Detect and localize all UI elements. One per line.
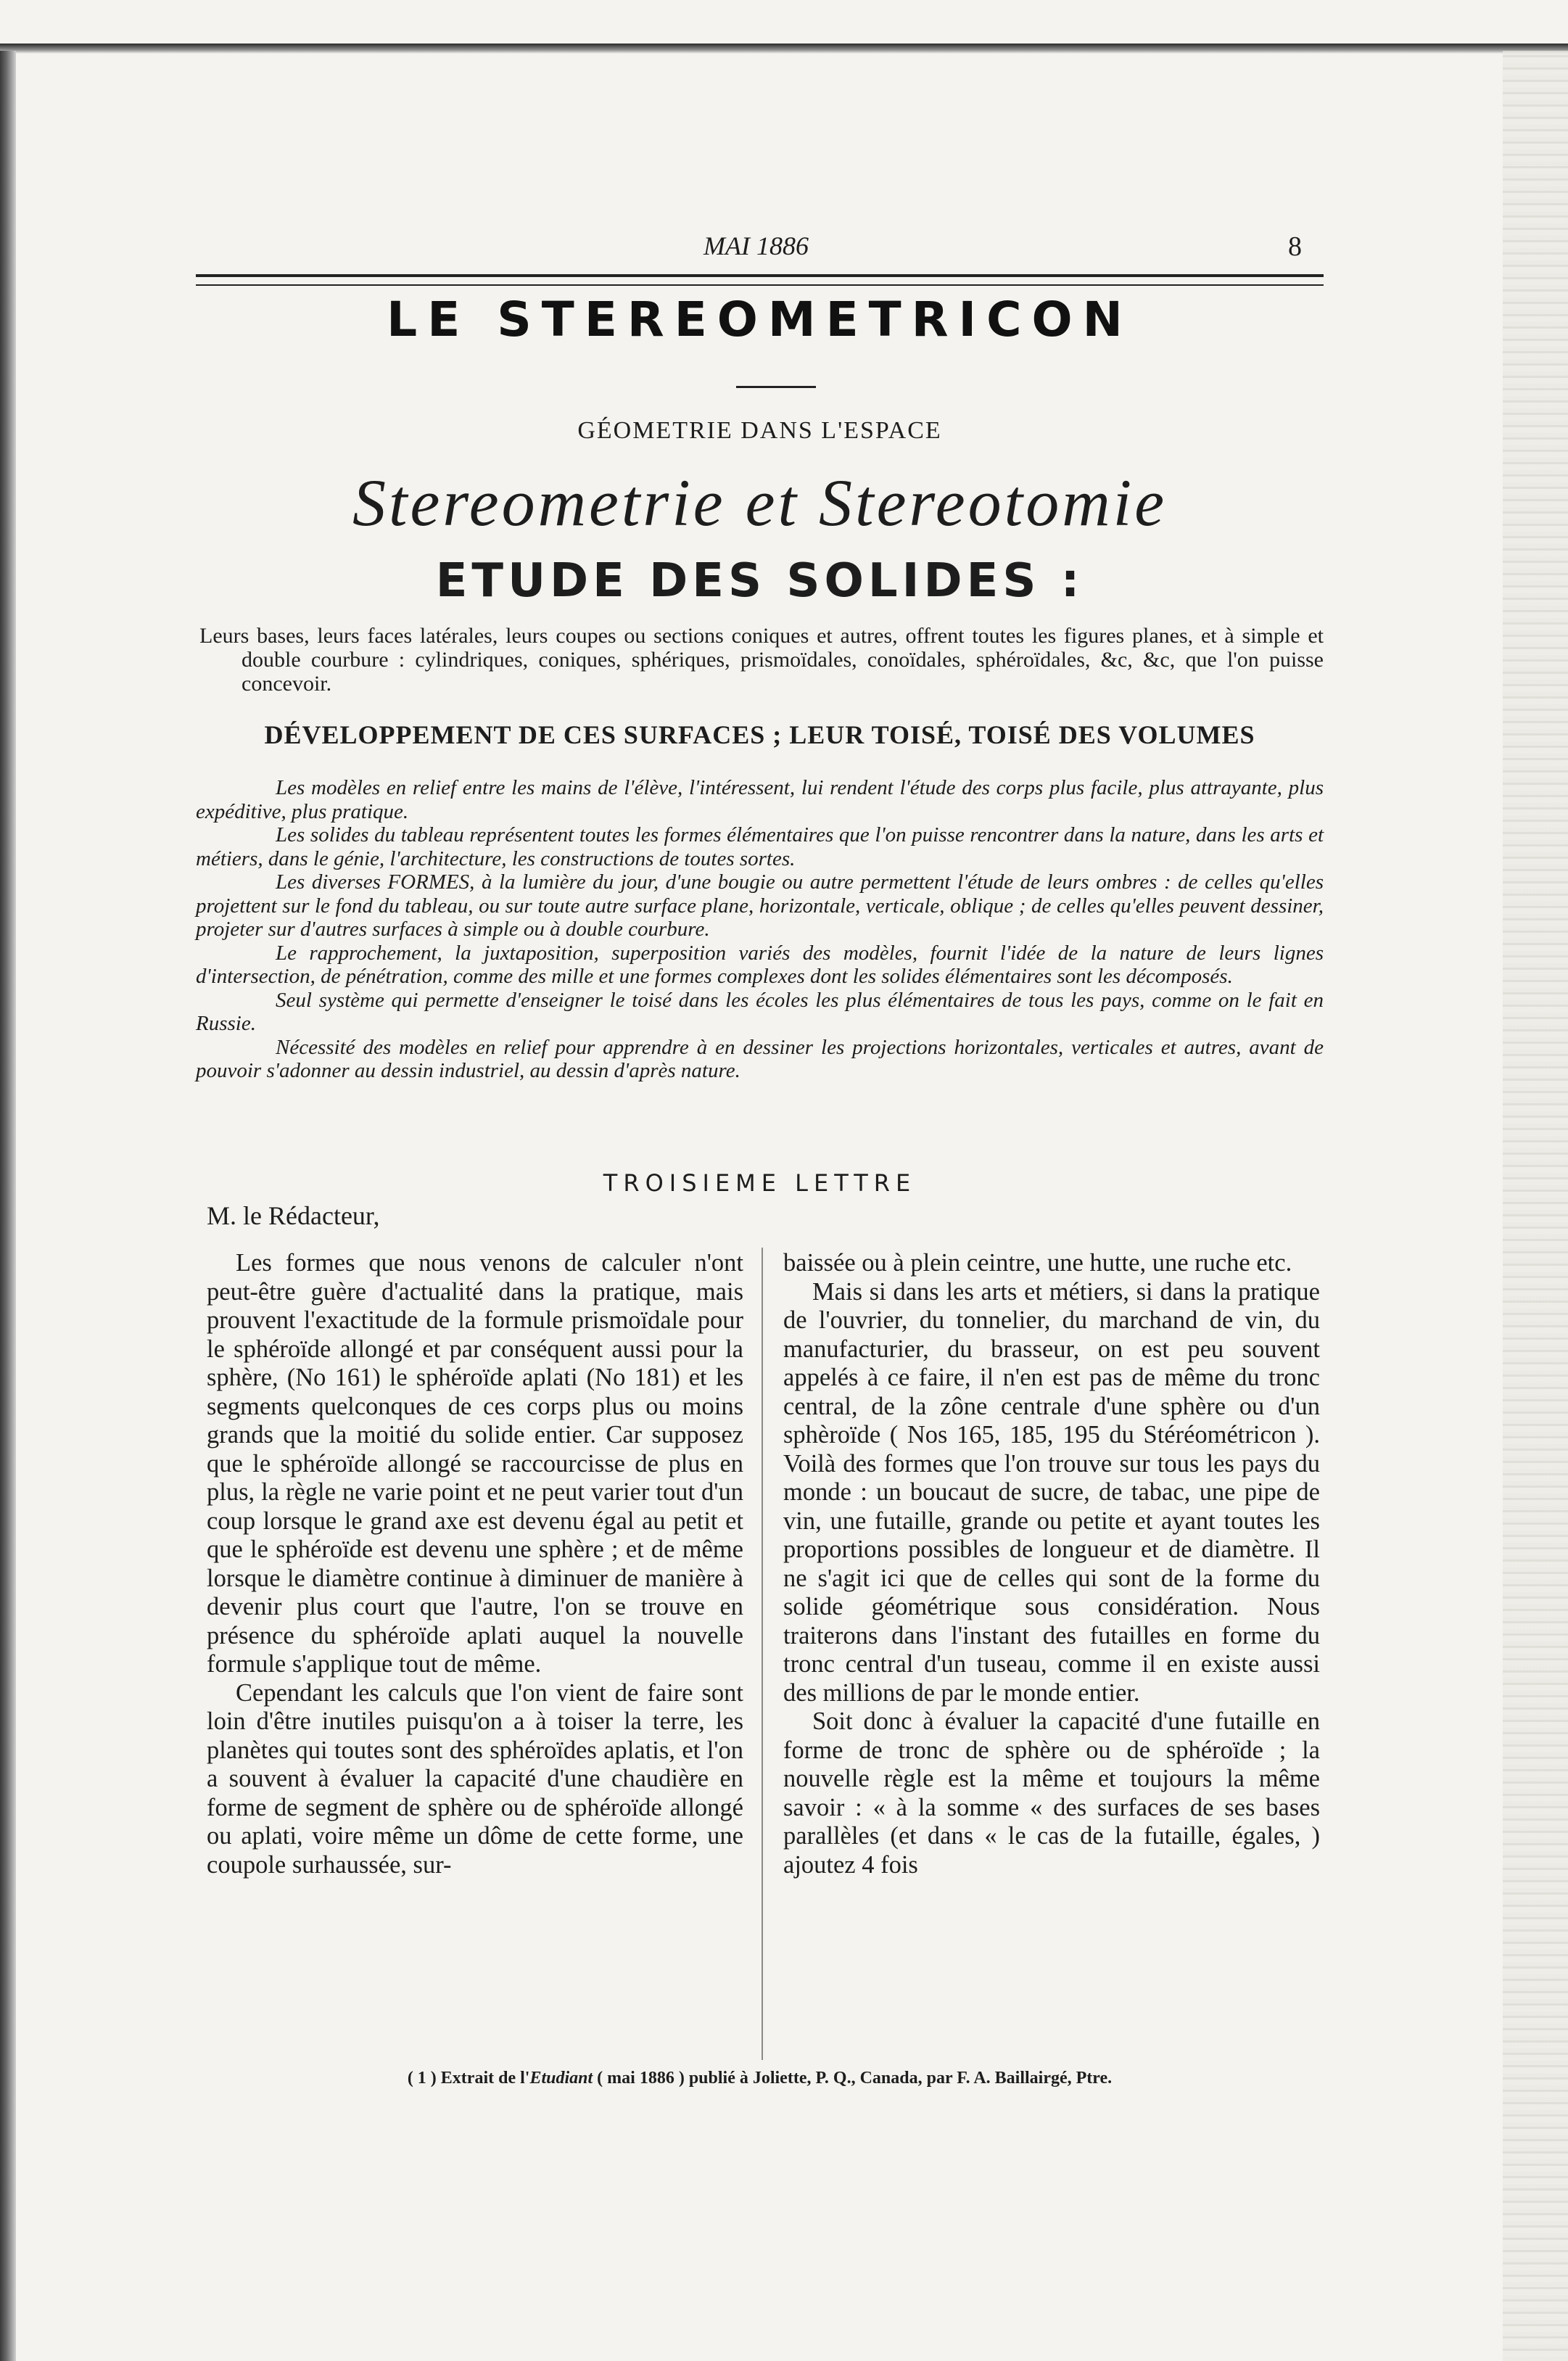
title-divider [736,386,816,388]
header-rule [196,274,1324,286]
development-heading: DÉVELOPPEMENT DE CES SURFACES ; LEUR TOISÉ, TOISÉ DES VOLUMES [264,720,1255,749]
masthead-title: LE STEREOMETRICON [387,292,1133,347]
feature-item: Le rapprochement, la juxtaposition, superposition variés des modèles, fournit l'idée de la nature de leurs lignes d'intersection, de pénétration, comme des mille et une formes complexes dont les solides élémentaires sont les décomposés. [196,941,1324,988]
feature-list [196,776,1324,1083]
body-paragraph: baissée ou à plein ceintre, une hutte, une ruche etc. [783,1249,1292,1277]
footnote [196,2069,1324,2088]
header-date: MAI 1886 [703,231,809,260]
body-column-left [207,1249,743,1879]
section-title: ETUDE DES SOLIDES : [435,554,1084,608]
footnote-prefix: ( 1 ) Extrait de l' [407,2069,530,2088]
page-edge-top [0,44,1568,54]
feature-item: Les modèles en relief entre les mains de l'élève, l'intéressent, lui rendent l'étude des corps plus facile, plus attrayante, plus expéditive, plus pratique. [196,776,1324,823]
page-edge-left [0,51,16,2361]
footnote-source: Etudiant [529,2069,593,2088]
body-paragraph: Mais si dans les arts et métiers, si dans la pratique de l'ouvrier, du tonnelier, du marchand de vin, du manufacturier, du brasseur, on est peu souvent appelés à ce faire, il n'en est pas de même du tronc central, de la zône centrale d'une sphère ou d'un sphèroïde ( Nos 165, 185, 195 du Stéréométricon ). Voilà des formes que l'on trouve sur tous les pays du monde : un boucaut de sucre, de tabac, une pipe de vin, une futaille, grande ou petite et ayant toutes les proportions possibles de longueur et de diamètre. Il ne s'agit ici que de celles qui sont de la forme du solide géométrique sous considération. Nous traiterons dans l'instant des futailles en forme du tronc central d'un tuseau, comme il en existe aussi des millions de par le monde entier. [783,1277,1320,1707]
body-paragraph: Les formes que nous venons de calculer n'ont peut-être guère d'actualité dans la pratique, mais prouvent l'exactitude de la formule prismoïdale pour le sphéroïde allongé et par conséquent aussi pour la sphère, (No 161) le sphéroïde aplati (No 181) et les segments quelconques de ces corps plus ou moins grands que la moitié du solide entier. Car supposez que le sphéroïde allongé se raccourcisse de plus en plus, la règle ne varie point et ne peut varier tout d'un coup lorsque le grand axe est devenu égal au petit et que le sphéroïde est devenu une sphère ; et de même lorsque le diamètre continue à diminuer de manière à devenir plus court que l'autre, l'on se trouve en présence du sphéroïde aplati auquel la nouvelle formule s'applique tout de même. [207,1249,743,1678]
intro-text: Leurs bases, leurs faces latérales, leurs coupes ou sections coniques et autres, offrent toutes les figures planes, et à simple et double courbure : cylindriques, coniques, sphériques, prismoïdales, conoïdales, sphéroïdales, &c, &c, que l'on puisse concevoir. [199,624,1324,696]
feature-item: Seul système qui permette d'enseigner le toisé dans les écoles les plus élémentaires de tous les pays, comme on le fait en Russie. [196,988,1324,1035]
intro-paragraph [199,624,1324,696]
footnote-suffix: ( mai 1886 ) publié à Joliette, P. Q., Canada, par F. A. Baillairgé, Ptre. [593,2069,1113,2088]
page-header [196,231,1324,267]
page-number: 8 [1288,231,1302,262]
body-paragraph: Cependant les calculs que l'on vient de faire sont loin d'être inutiles puisqu'on a à toiser la terre, les planètes qui toutes sont des sphéroïdes aplatis, et l'on a souvent à évaluer la capacité d'une chaudière en forme de segment de sphère ou de sphéroïde allongé ou aplati, voire même un dôme de cette forme, une coupole surhaussée, sur- [207,1678,743,1879]
subtitle: GÉOMETRIE DANS L'ESPACE [577,417,942,444]
feature-item: Nécessité des modèles en relief pour apprendre à en dessiner les projections horizontales, verticales et autres, avant de pouvoir s'adonner au dessin industriel, au dessin d'après nature. [196,1035,1324,1082]
feature-item: Les diverses FORMES, à la lumière du jour, d'une bougie ou autre permettent l'étude de leurs ombres : de celles qu'elles projettent sur le fond du tableau, ou sur toute autre surface plane, horizontale, verticale, oblique ; de celles qu'elles peuvent dessiner, projeter sur d'autres surfaces à simple ou à double courbure. [196,870,1324,941]
script-title: Stereometrie et Stereotomie [352,466,1168,540]
column-divider [762,1248,763,2060]
feature-item: Les solides du tableau représentent toutes les formes élémentaires que l'on puisse rencontrer dans la nature, dans les arts et métiers, dans le génie, l'architecture, les constructions de toutes sortes. [196,823,1324,870]
letter-heading: TROISIEME LETTRE [603,1169,917,1197]
body-column-right [783,1249,1320,1879]
salutation: M. le Rédacteur, [207,1201,380,1230]
page-edge-right [1503,51,1568,2361]
body-paragraph: Soit donc à évaluer la capacité d'une futaille en forme de tronc de sphère ou de sphéroïde ; la nouvelle règle est la même et toujours la même savoir : « à la somme « des surfaces de ses bases parallèles (et dans « le cas de la futaille, égales, ) ajoutez 4 fois [783,1707,1320,1879]
